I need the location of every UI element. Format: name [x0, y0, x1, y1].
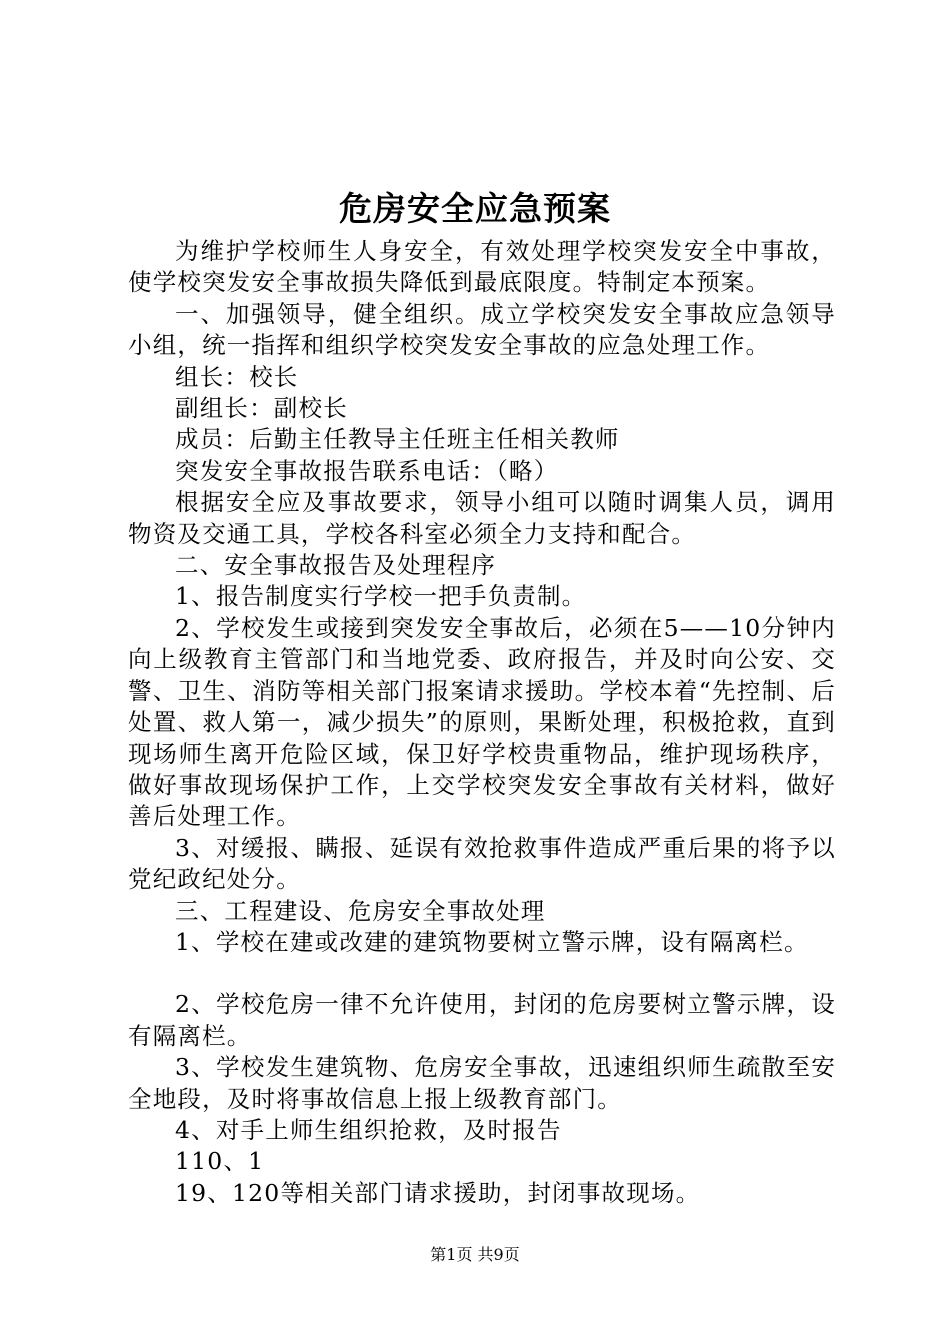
paragraph-requirements: 根据安全应及事故要求，领导小组可以随时调集人员，调用物资及交通工具，学校各科室必须全力支持和配合。 — [128, 488, 836, 548]
paragraph-leader: 组长：校长 — [175, 362, 299, 391]
paragraph-section-1: 一、加强领导，健全组织。成立学校突发安全事故应急领导小组，统一指挥和组织学校突发安全事故的应急处理工作。 — [128, 299, 836, 360]
paragraph-members: 成员：后勤主任教导主任班主任相关教师 — [175, 425, 620, 454]
page-number-footer: 第1页 共9页 — [430, 1245, 520, 1264]
paragraph-3-4: 4、对手上师生组织抢救，及时报告 — [175, 1115, 562, 1144]
paragraph-2-1: 1、报告制度实行学校一把手负责制。 — [175, 582, 587, 611]
paragraph-3-4-cont-a: 110、1 — [175, 1147, 265, 1176]
paragraph-section-2: 二、安全事故报告及处理程序 — [175, 551, 497, 580]
paragraph-intro: 为维护学校师生人身安全，有效处理学校突发安全中事故，使学校突发安全事故损失降低到最底限度。特制定本预案。 — [128, 237, 836, 297]
paragraph-3-4-cont-b: 19、120等相关部门请求援助，封闭事故现场。 — [175, 1178, 701, 1207]
paragraph-3-2: 2、学校危房一律不允许使用，封闭的危房要树立警示牌，设有隔离栏。 — [128, 990, 836, 1050]
paragraph-2-3: 3、对缓报、瞒报、延误有效抢救事件造成严重后果的将予以党纪政纪处分。 — [128, 833, 836, 894]
paragraph-contact-phone: 突发安全事故报告联系电话：（略） — [175, 456, 559, 485]
paragraph-3-1: 1、学校在建或改建的建筑物要树立警示牌，设有隔离栏。 — [175, 927, 809, 956]
document-body — [128, 236, 836, 1209]
paragraph-3-3: 3、学校发生建筑物、危房安全事故，迅速组织师生疏散至安全地段，及时将事故信息上报上级教育部门。 — [128, 1053, 836, 1113]
paragraph-section-3: 三、工程建设、危房安全事故处理 — [175, 896, 546, 925]
paragraph-deputy-leader: 副组长：副校长 — [175, 394, 348, 423]
document-title: 危房安全应急预案 — [339, 189, 611, 228]
paragraph-2-2: 2、学校发生或接到突发安全事故后，必须在5——10分钟内向上级教育主管部门和当地党委、政府报告，并及时向公安、交警、卫生、消防等相关部门报案请求援助。学校本着“先控制、后处置、救人第一，减少损失”的原则，果断处理，积极抢救，直到现场师生离开危险区域，保卫好学校贵重物品，维护现场秩序，做好事故现场保护工作，上交学校突发安全事故有关材料，做好善后处理工作。 — [128, 613, 836, 831]
